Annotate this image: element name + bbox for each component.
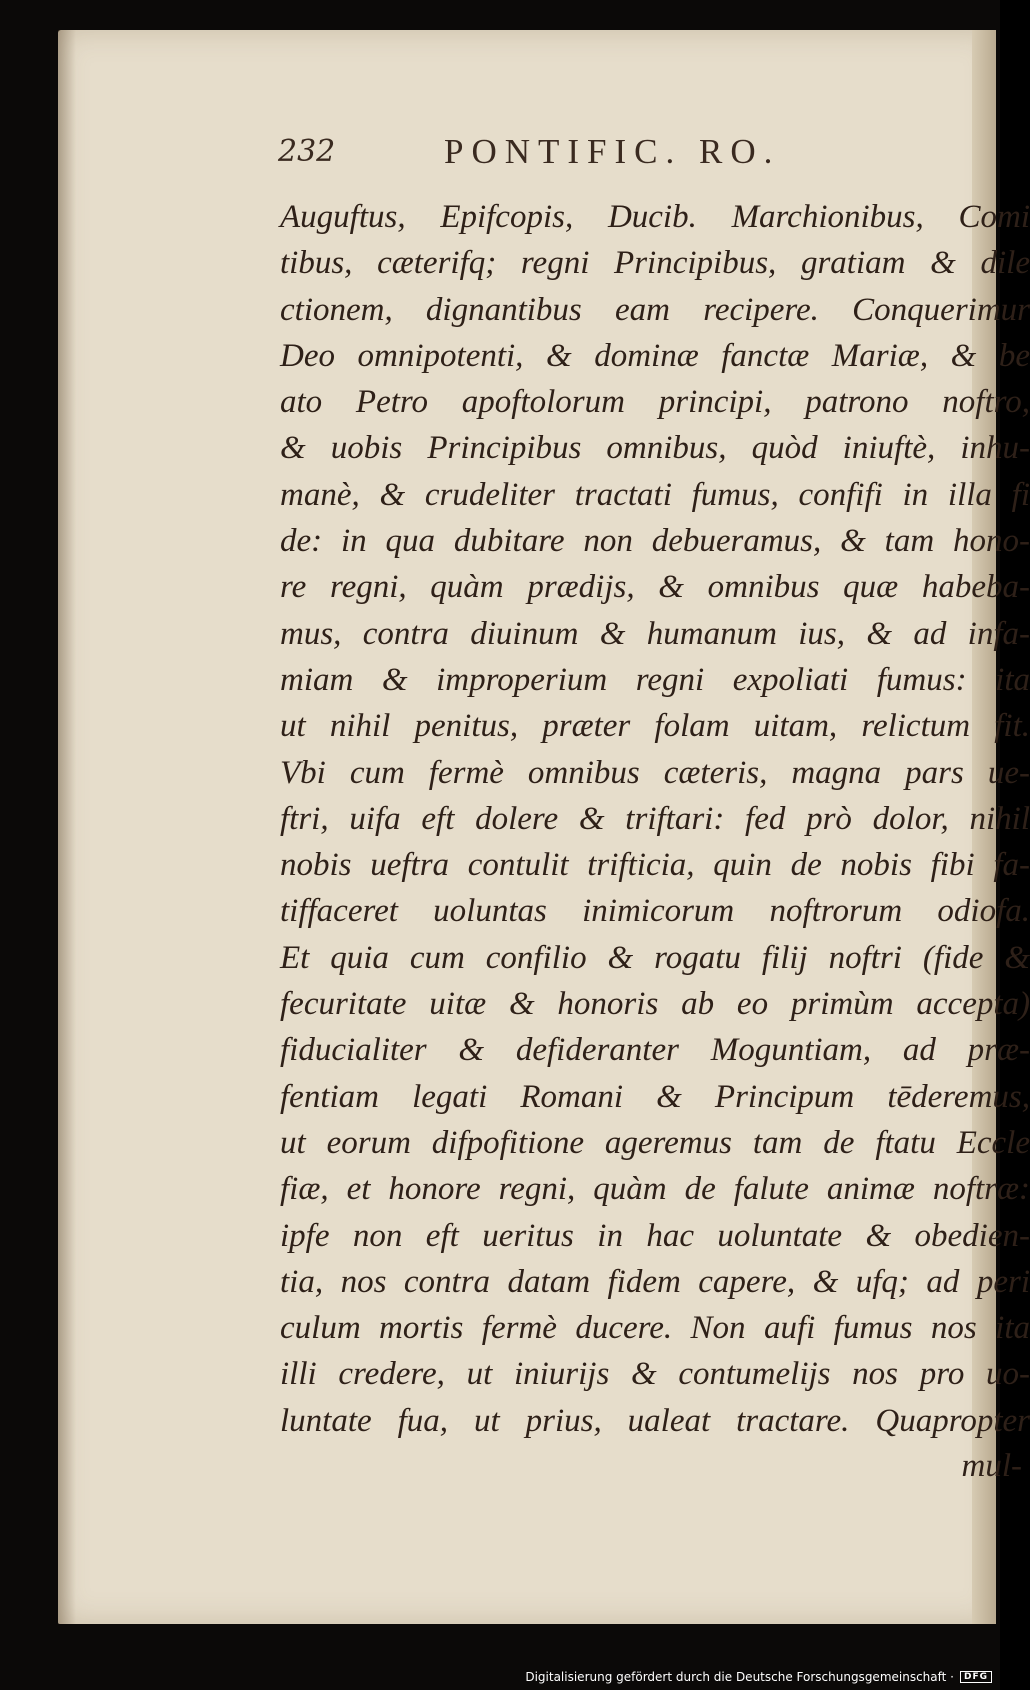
text-line: & uobis Principibus omnibus, quòd iniuftè, inhu- [280,430,1030,467]
text-line: Et quia cum confilio & rogatu filij noftri (fide & [280,939,1030,976]
body-text [280,194,1030,1484]
funding-credit: Digitalisierung gefördert durch die Deutsche Forschungsgemeinschaft · [525,1670,954,1684]
text-line: manè, & crudeliter tractati fumus, confifi in illa fi [280,476,1030,513]
text-line: Auguftus, Epifcopis, Ducib. Marchionibus, Comi [280,199,1030,235]
text-line: tia, nos contra datam fidem capere, & ufq; ad peri [280,1263,1030,1300]
text-line: ctionem, dignantibus eam recipere. Conquerimur [280,291,1030,328]
text-line: re regni, quàm prædijs, & omnibus quæ habeba- [280,569,1030,606]
text-line: ut eorum difpofitione ageremus tam de ftatu Eccle [280,1124,1030,1161]
dfg-logo-icon: DFG [960,1671,992,1683]
gutter-shadow [58,30,76,1624]
text-line: fentiam legati Romani & Principum tēderemus, [280,1078,1030,1115]
text-line: mus, contra diuinum & humanum ius, & ad infa- [280,615,1030,652]
text-line: ftri, uifa eft dolere & triftari: fed prò dolor, nihil [280,800,1030,837]
text-line: Vbi cum fermè omnibus cæteris, magna pars ue- [280,754,1030,791]
text-line: culum mortis fermè ducere. Non aufi fumus nos ita [280,1310,1030,1347]
catchword: mul- [961,1448,1022,1484]
text-line: fiducialiter & defideranter Moguntiam, ad præ- [280,1032,1030,1069]
page-number: 232 [278,134,336,169]
text-line: ato Petro apoftolorum principi, patrono noftro, [280,384,1030,421]
text-line: ipfe non eft ueritus in hac uoluntate & obedien- [280,1217,1030,1254]
book-page [58,30,1030,1624]
text-line: fiæ, et honore regni, quàm de falute animæ noftræ: [280,1171,1030,1208]
text-line: miam & improperium regni expoliati fumus: ita [280,661,1030,698]
text-line: nobis ueftra contulit trifticia, quin de nobis fibi fa- [280,847,1030,884]
text-line: tibus, cæterifq; regni Principibus, gratiam & dile [280,245,1030,282]
running-head [278,114,978,174]
text-line: ut nihil penitus, præter folam uitam, relictum fit. [280,708,1030,745]
text-line: illi credere, ut iniurijs & contumelijs nos pro uo- [280,1356,1030,1393]
text-line: de: in qua dubitare non debueramus, & tam hono- [280,523,1030,560]
digitization-footer [525,1668,992,1686]
text-line: tiffaceret uoluntas inimicorum noftrorum odiofa. [280,893,1030,930]
text-line: Deo omnipotenti, & dominæ fanctæ Mariæ, & be [280,337,1030,374]
running-title: PONTIFIC. RO. [444,132,781,171]
text-line: luntate fua, ut prius, ualeat tractare. Quapropter [280,1402,1030,1439]
text-line: fecuritate uitæ & honoris ab eo primùm accepta) [280,986,1030,1023]
